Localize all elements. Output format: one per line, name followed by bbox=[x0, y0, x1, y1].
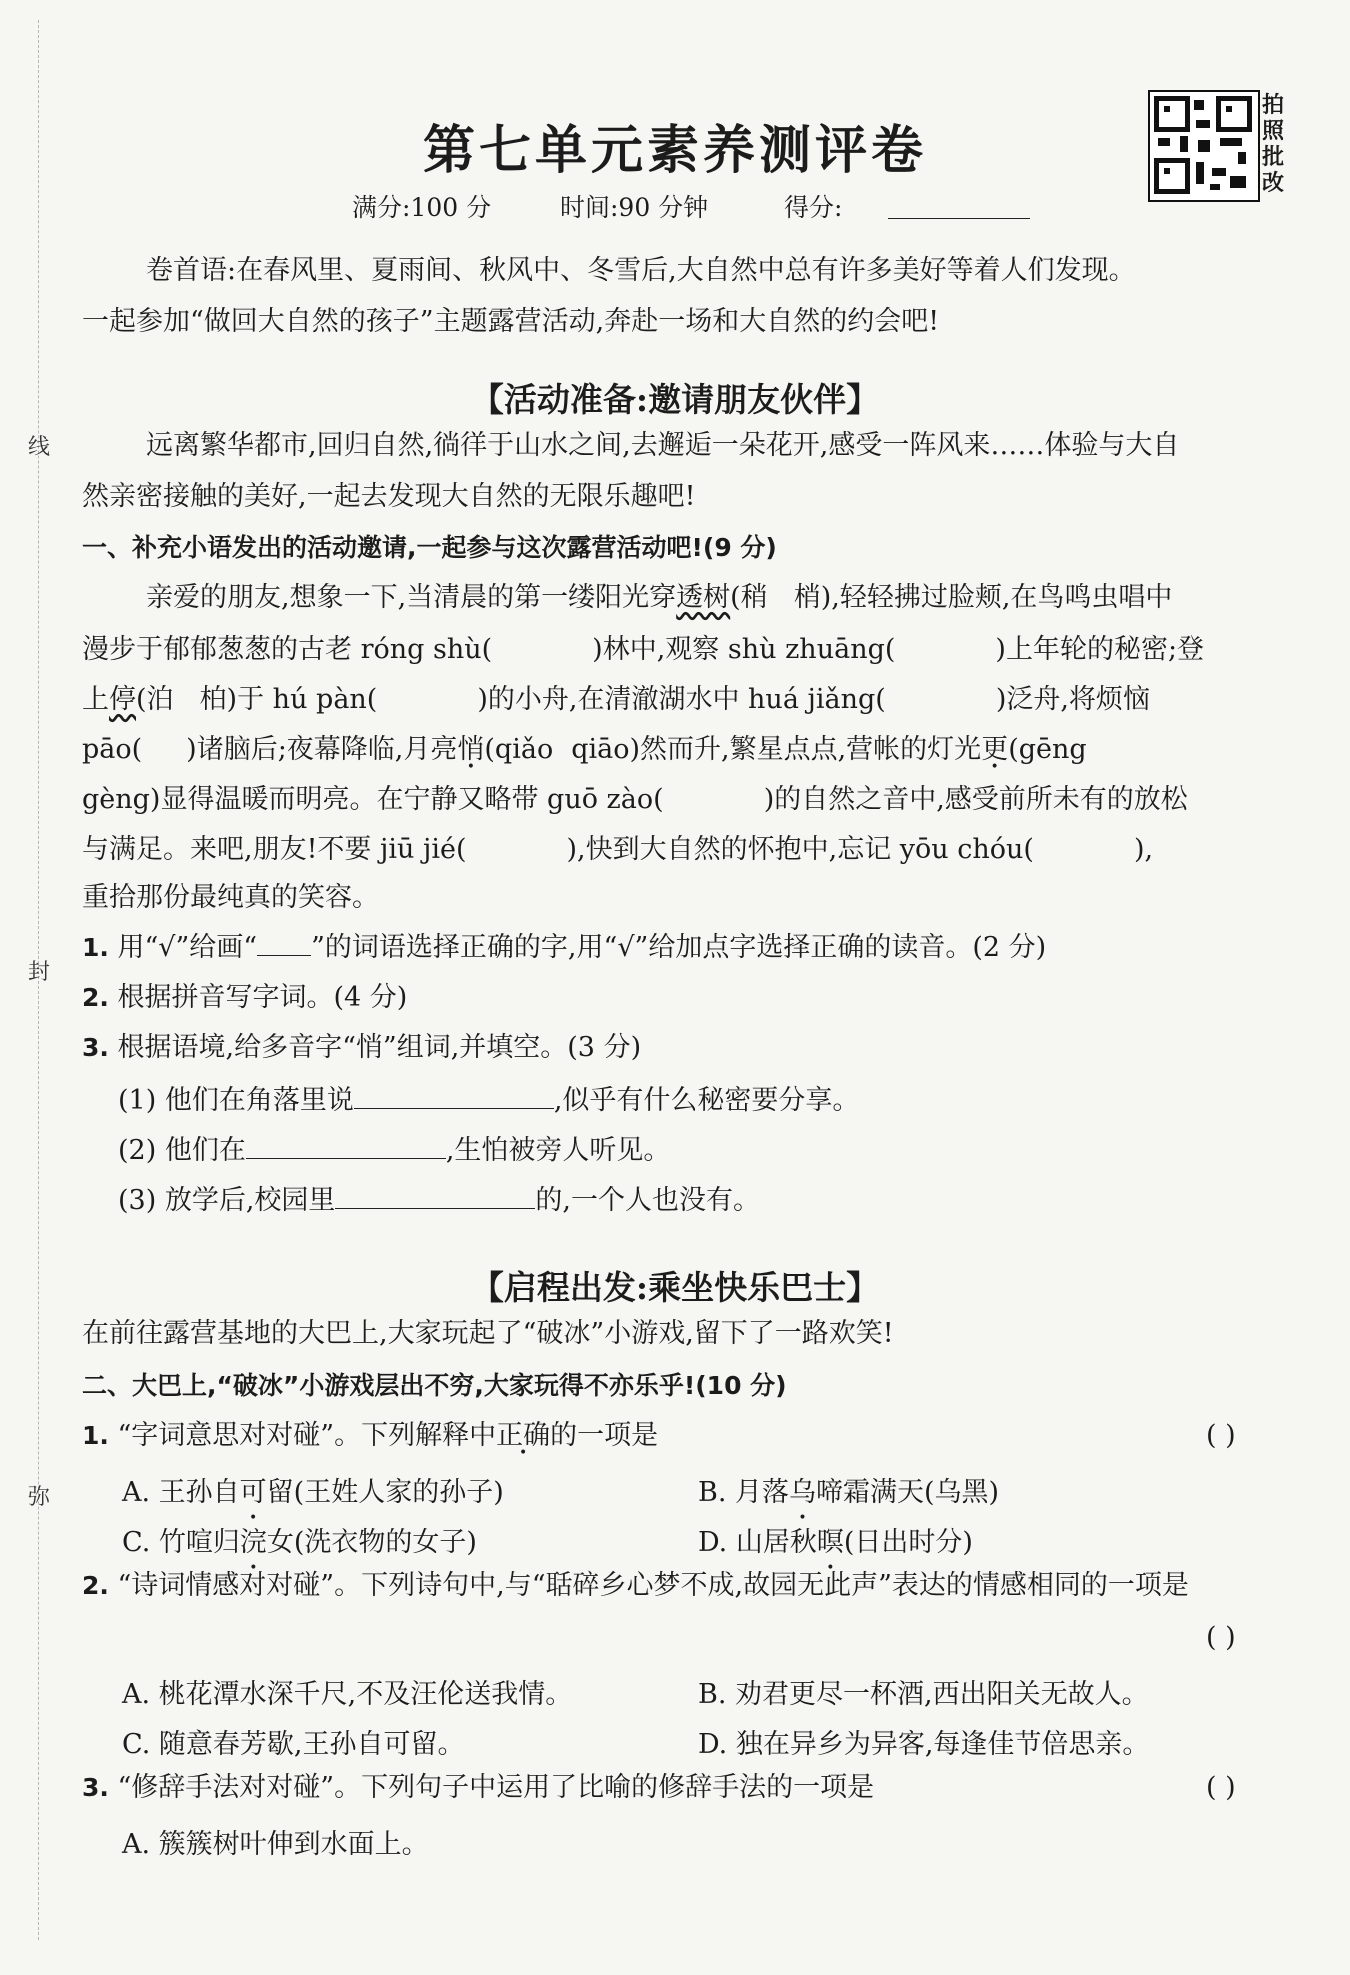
underlined-word-ting: 停 bbox=[109, 684, 136, 715]
blank-hupan[interactable] bbox=[377, 682, 477, 708]
score-label: 得分: bbox=[784, 193, 843, 222]
margin-label-mi: 弥 bbox=[28, 1485, 51, 1510]
invite-line-1: 亲爱的朋友,想象一下,当清晨的第一缕阳光穿透树(稍 梢),轻轻拂过脸颊,在鸟鸣虫唱中 bbox=[146, 582, 1173, 613]
q2-3-option-a[interactable]: A. 簇簇树叶伸到水面上。 bbox=[122, 1829, 429, 1860]
full-score: 满分:100 分 bbox=[352, 193, 492, 222]
blank-youchou[interactable] bbox=[1034, 832, 1134, 858]
question-2-title: 二、大巴上,“破冰”小游戏层出不穷,大家玩得不亦乐乎!(10 分) bbox=[82, 1371, 787, 1400]
fill-blank-2[interactable] bbox=[246, 1132, 446, 1159]
intro-line-2: 一起参加“做回大自然的孩子”主题露营活动,奔赴一场和大自然的约会吧! bbox=[82, 306, 940, 337]
q2-2-option-b[interactable]: B. 劝君更尽一杯酒,西出阳关无故人。 bbox=[698, 1679, 1149, 1710]
fill-sentence-3: (3) 放学后,校园里 的,一个人也没有。 bbox=[118, 1182, 1328, 1217]
dotted-char-qiao: 悄 bbox=[457, 734, 485, 765]
sub-question-3: 3. 根据语境,给多音字“悄”组词,并填空。(3 分) bbox=[82, 1032, 642, 1063]
blank-huajiang[interactable] bbox=[886, 682, 996, 708]
sub-question-1: 1. 用“√”给画“ ”的词语选择正确的字,用“√”给加点字选择正确的读音。(2 分) bbox=[82, 932, 1047, 963]
margin-label-feng: 封 bbox=[28, 960, 51, 985]
answer-paren-q2-2[interactable]: ( ) bbox=[1206, 1622, 1236, 1653]
blank-shuzhuang[interactable] bbox=[895, 632, 995, 658]
fill-sentence-1: (1) 他们在角落里说 ,似乎有什么秘密要分享。 bbox=[118, 1082, 1328, 1117]
section-2-title: 【启程出发:乘坐快乐巴士】 bbox=[470, 1268, 880, 1307]
section-2-intro: 在前往露营基地的大巴上,大家玩起了“破冰”小游戏,留下了一路欢笑! bbox=[82, 1318, 894, 1349]
margin-label-xian: 线 bbox=[28, 435, 51, 460]
invite-line-6: 与满足。来吧,朋友!不要 jiū jié( ),快到大自然的怀抱中,忘记 yōu chóu( ), bbox=[82, 834, 1154, 865]
blank-rongshu[interactable] bbox=[492, 632, 592, 658]
blank-pao[interactable] bbox=[142, 732, 186, 758]
qr-code-icon[interactable] bbox=[1148, 90, 1260, 202]
fill-blank-1[interactable] bbox=[354, 1082, 554, 1109]
exam-title: 第七单元素养测评卷 bbox=[422, 120, 927, 181]
q2-1-option-b[interactable]: B. 月落乌啼霜满天(乌黑) bbox=[698, 1477, 1000, 1508]
section-1-para-line-2: 然亲密接触的美好,一起去发现大自然的无限乐趣吧! bbox=[82, 481, 696, 512]
blank-guozao[interactable] bbox=[664, 782, 764, 808]
q2-1-option-c[interactable]: C. 竹喧归浣女(洗衣物的女子) bbox=[122, 1527, 477, 1558]
q2-2-option-d[interactable]: D. 独在异乡为异客,每逢佳节倍思亲。 bbox=[698, 1729, 1150, 1760]
invite-line-7: 重拾那份最纯真的笑容。 bbox=[82, 882, 379, 913]
q2-2-option-a[interactable]: A. 桃花潭水深千尺,不及汪伦送我情。 bbox=[122, 1679, 573, 1710]
answer-paren-q2-1[interactable]: ( ) bbox=[1206, 1420, 1236, 1451]
invite-line-5: gèng)显得温暖而明亮。在宁静又略带 guō zào( )的自然之音中,感受前所未有的放松 bbox=[82, 784, 1188, 815]
q2-1-option-a[interactable]: A. 王孙自可留(王姓人家的孙子) bbox=[122, 1477, 504, 1508]
section-1-para-line-1: 远离繁华都市,回归自然,徜徉于山水之间,去邂逅一朵花开,感受一阵风来……体验与大自 bbox=[146, 430, 1180, 461]
invite-line-3: 上停(泊 柏)于 hú pàn( )的小舟,在清澈湖水中 huá jiǎng( )泛舟,将烦恼 bbox=[82, 684, 1150, 715]
invite-line-2: 漫步于郁郁葱葱的古老 róng shù( )林中,观察 shù zhuāng( )上年轮的秘密;登 bbox=[82, 634, 1205, 665]
q2-1-stem: 1. “字词意思对对碰”。下列解释中正确的一项是 bbox=[82, 1420, 659, 1451]
q2-1-option-d[interactable]: D. 山居秋暝(日出时分) bbox=[698, 1527, 973, 1558]
answer-paren-q2-3[interactable]: ( ) bbox=[1206, 1772, 1236, 1803]
fill-sentence-2: (2) 他们在 ,生怕被旁人听见。 bbox=[118, 1132, 1328, 1167]
sub-question-2: 2. 根据拼音写字词。(4 分) bbox=[82, 982, 408, 1013]
intro-line-1: 卷首语:在春风里、夏雨间、秋风中、冬雪后,大自然中总有许多美好等着人们发现。 bbox=[146, 255, 1136, 286]
dotted-char-geng: 更 bbox=[981, 734, 1009, 765]
question-1-title: 一、补充小语发出的活动邀请,一起参与这次露营活动吧!(9 分) bbox=[82, 533, 777, 562]
q2-2-stem: 2. “诗词情感对对碰”。下列诗句中,与“聒碎乡心梦不成,故园无此声”表达的情感相同的一项是 bbox=[82, 1570, 1189, 1601]
invite-line-4: pāo( )诸脑后;夜幕降临,月亮悄(qiǎo qiāo)然而升,繁星点点,营帐的灯光更(gēng bbox=[82, 734, 1087, 765]
section-1-title: 【活动准备:邀请朋友伙伴】 bbox=[470, 380, 880, 419]
underlined-word-toushu: 透树 bbox=[676, 582, 731, 613]
score-blank[interactable] bbox=[888, 218, 1030, 219]
exam-time: 时间:90 分钟 bbox=[560, 193, 709, 222]
qr-caption: 拍照批改 bbox=[1262, 92, 1285, 196]
q2-3-stem: 3. “修辞手法对对碰”。下列句子中运用了比喻的修辞手法的一项是 bbox=[82, 1772, 875, 1803]
blank-jiujie[interactable] bbox=[467, 832, 567, 858]
fill-blank-3[interactable] bbox=[335, 1182, 535, 1209]
q2-2-option-c[interactable]: C. 随意春芳歇,王孙自可留。 bbox=[122, 1729, 465, 1760]
